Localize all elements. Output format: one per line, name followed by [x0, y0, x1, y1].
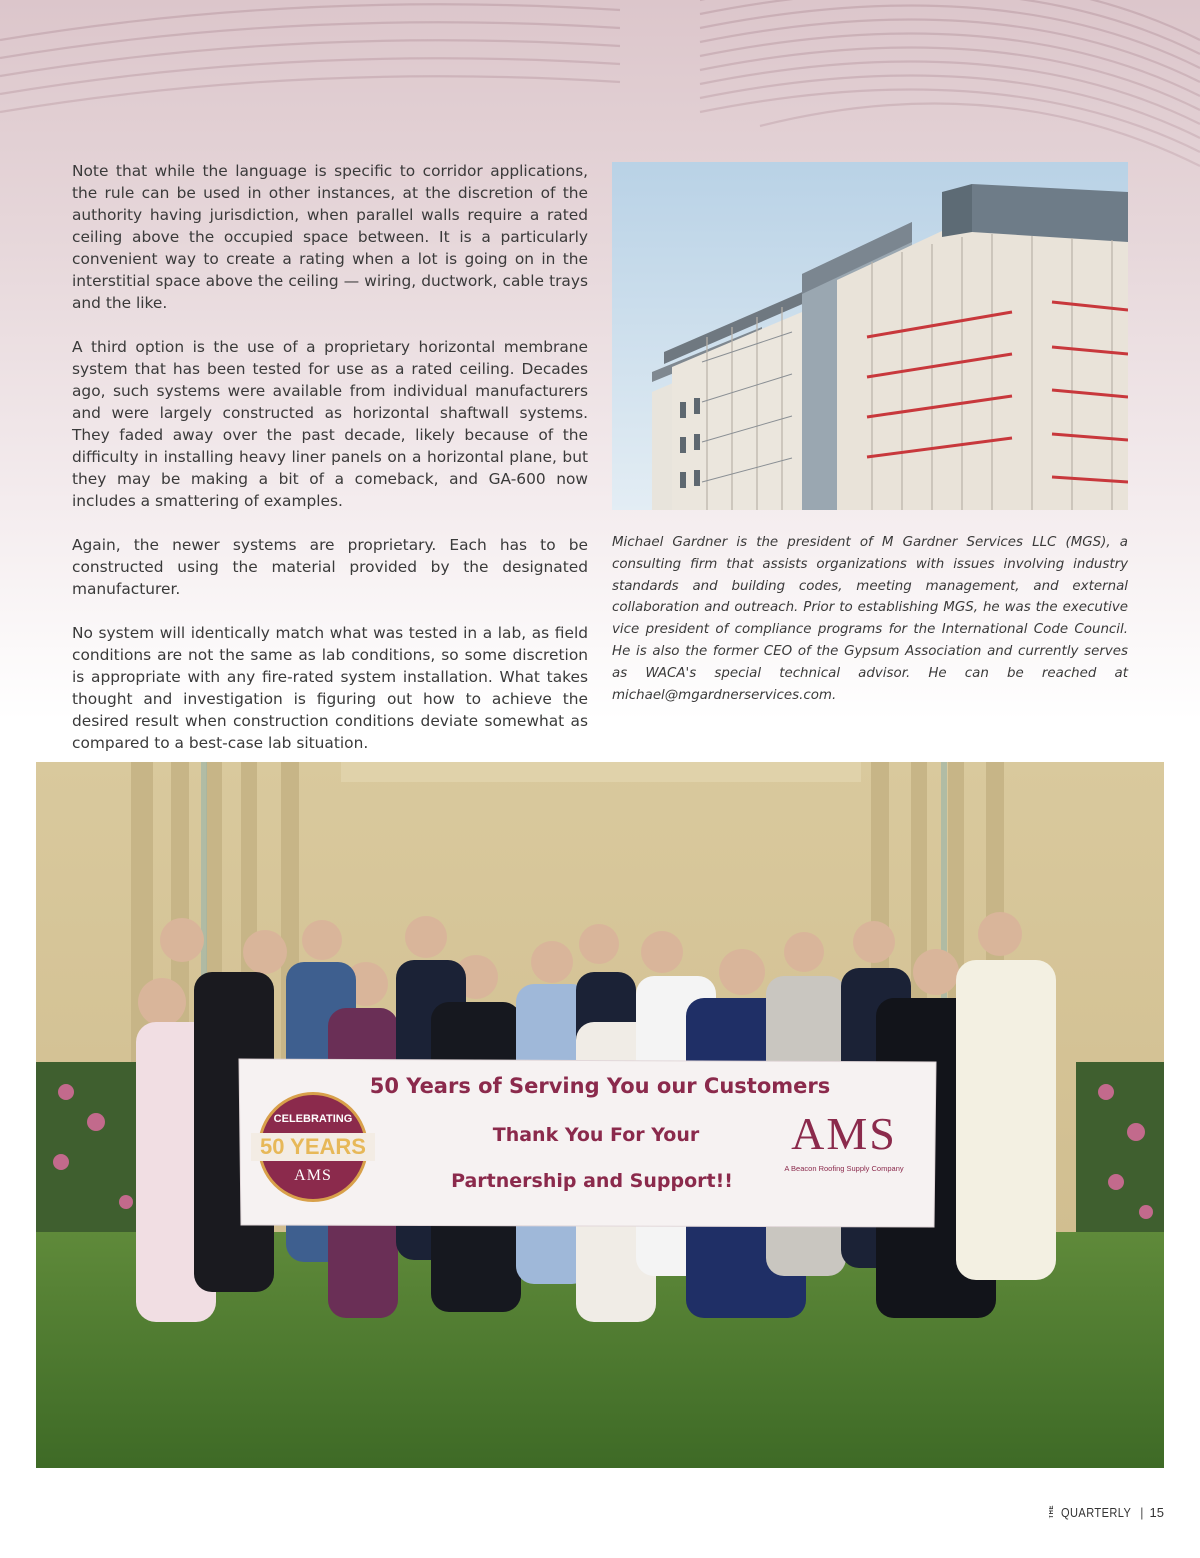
ams-logo: AMS	[791, 1108, 897, 1159]
banner-line1: 50 Years of Serving You our Customers	[369, 1074, 831, 1098]
paragraph: No system will identically match what was tested in a lab, as field conditions are not the same as lab conditions, so some discretion is appropriate with any fire-rated system installation. What takes thought and investigation is figuring out how to achieve the desired result when construction conditions deviate somewhat as compared to a best-case lab situation.	[72, 624, 588, 752]
celebrating-seal	[258, 1092, 368, 1202]
banner-line2: Thank You For Your	[492, 1124, 700, 1146]
page-footer	[1049, 1502, 1164, 1522]
author-bio: Michael Gardner is the president of M Gardner Services LLC (MGS), a consulting firm that assists organizations with issues involving industry standards and building codes, meeting management, and external collaboration and outreach. Prior to establishing MGS, he was the executive vice president of compliance programs for the International Code Council. He is also the former CEO of the Gypsum Association and currently serves as WACA's special technical advisor. He can be reached at michael@mgardnerservices.com.	[612, 535, 1128, 703]
paragraph: A third option is the use of a proprietary horizontal membrane system that has been tested for use as a rated ceiling. Decades ago, such systems were available from individual manufacturers and were largely constructed as horizontal shaftwall systems. They faded away over the past decade, likely because of the difficulty in installing heavy liner panels on a horizontal plane, but they may be making a bit of a comeback, and GA-600 now includes a smattering of examples.	[72, 338, 588, 510]
paragraph: Again, the newer systems are proprietary. Each has to be constructed using the material provided by the designated manufacturer.	[72, 536, 588, 598]
seal-top: CELEBRATING	[273, 1113, 353, 1125]
team-group-photo	[36, 762, 1164, 1468]
building-construction-photo	[612, 162, 1128, 510]
banner-line3: Partnership and Support!!	[451, 1170, 733, 1192]
page-number: 15	[1149, 1504, 1164, 1520]
magazine-the: THE	[1049, 1505, 1056, 1519]
seal-mid: 50 YEARS	[251, 1133, 375, 1161]
article-body	[72, 160, 588, 776]
footer-separator: |	[1140, 1504, 1144, 1520]
seal-logo: AMS	[294, 1167, 332, 1184]
paragraph: Note that while the language is specific to corridor applications, the rule can be used in other instances, at the discretion of the authority having jurisdiction, when parallel walls require a rated ceiling above the occupied space between. It is a particularly convenient way to create a rating when a lot is going on in the interstitial space above the ceiling — wiring, ductwork, cable trays and the like.	[72, 162, 588, 312]
ams-tagline: A Beacon Roofing Supply Company	[784, 1164, 904, 1173]
magazine-name: QUARTERLY	[1061, 1504, 1132, 1520]
